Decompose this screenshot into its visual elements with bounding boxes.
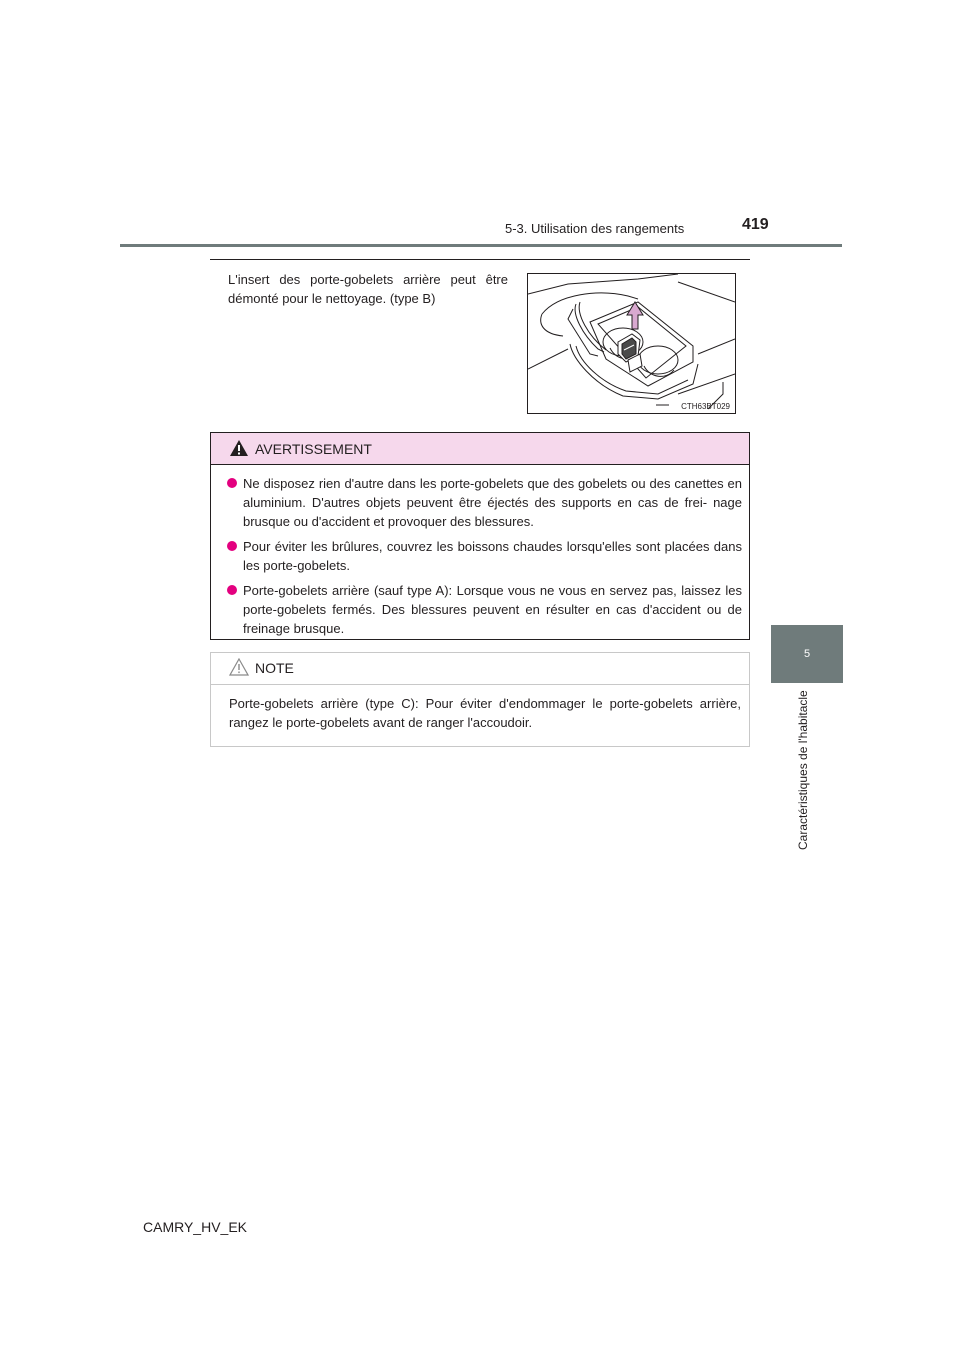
bullet-icon (227, 585, 237, 595)
cup-holder-illustration (527, 273, 736, 414)
figure-code: CTH63BT029 (681, 402, 730, 411)
warning-triangle-icon (229, 439, 249, 457)
header-rule (120, 244, 842, 247)
warning-box (210, 432, 750, 640)
intro-rule (210, 259, 750, 260)
bullet-icon (227, 541, 237, 551)
caution-outline-icon (229, 658, 249, 676)
warning-title: AVERTISSEMENT (255, 441, 372, 457)
warning-item (227, 474, 742, 531)
bullet-icon (227, 478, 237, 488)
page-number: 419 (742, 216, 769, 233)
note-title: NOTE (255, 660, 294, 676)
chapter-title-vertical: Caractéristiques de l'habitacle (796, 690, 810, 850)
warning-item-text: Ne disposez rien d'autre dans les porte-gobelets que des gobelets ou des canettes en aluminium. D'autres objets peuvent être éjectés des supports en cas de frei- nage brusque ou d'accident et provoquer des blessures. (243, 476, 742, 529)
intro-text: L'insert des porte-gobelets arrière peut être démonté pour le nettoyage. (type B) (228, 272, 508, 306)
note-box (210, 652, 750, 747)
warning-item-text: Porte-gobelets arrière (sauf type A): Lorsque vous ne vous en servez pas, laissez les porte-gobelets fermés. Des blessures peuvent en résulter en cas d'accident ou de freinage brusque. (243, 583, 742, 636)
warning-item-text: Pour éviter les brûlures, couvrez les boissons chaudes lorsqu'elles sont placées dans les porte-gobelets. (243, 539, 742, 573)
warning-list (227, 474, 742, 644)
footer-model-code: CAMRY_HV_EK (143, 1219, 248, 1235)
warning-item (227, 581, 742, 638)
warning-header (211, 433, 749, 465)
cup-holder-drawing (528, 274, 735, 413)
header-section-title: 5-3. Utilisation des rangements (505, 221, 685, 236)
note-header (211, 653, 749, 685)
warning-item (227, 537, 742, 575)
chapter-number: 5 (803, 648, 811, 660)
chapter-tab (771, 625, 843, 683)
note-text: Porte-gobelets arrière (type C): Pour éviter d'endommager le porte-gobelets arrière, rangez le porte-gobelets avant de ranger l'accoudoir. (229, 696, 741, 730)
